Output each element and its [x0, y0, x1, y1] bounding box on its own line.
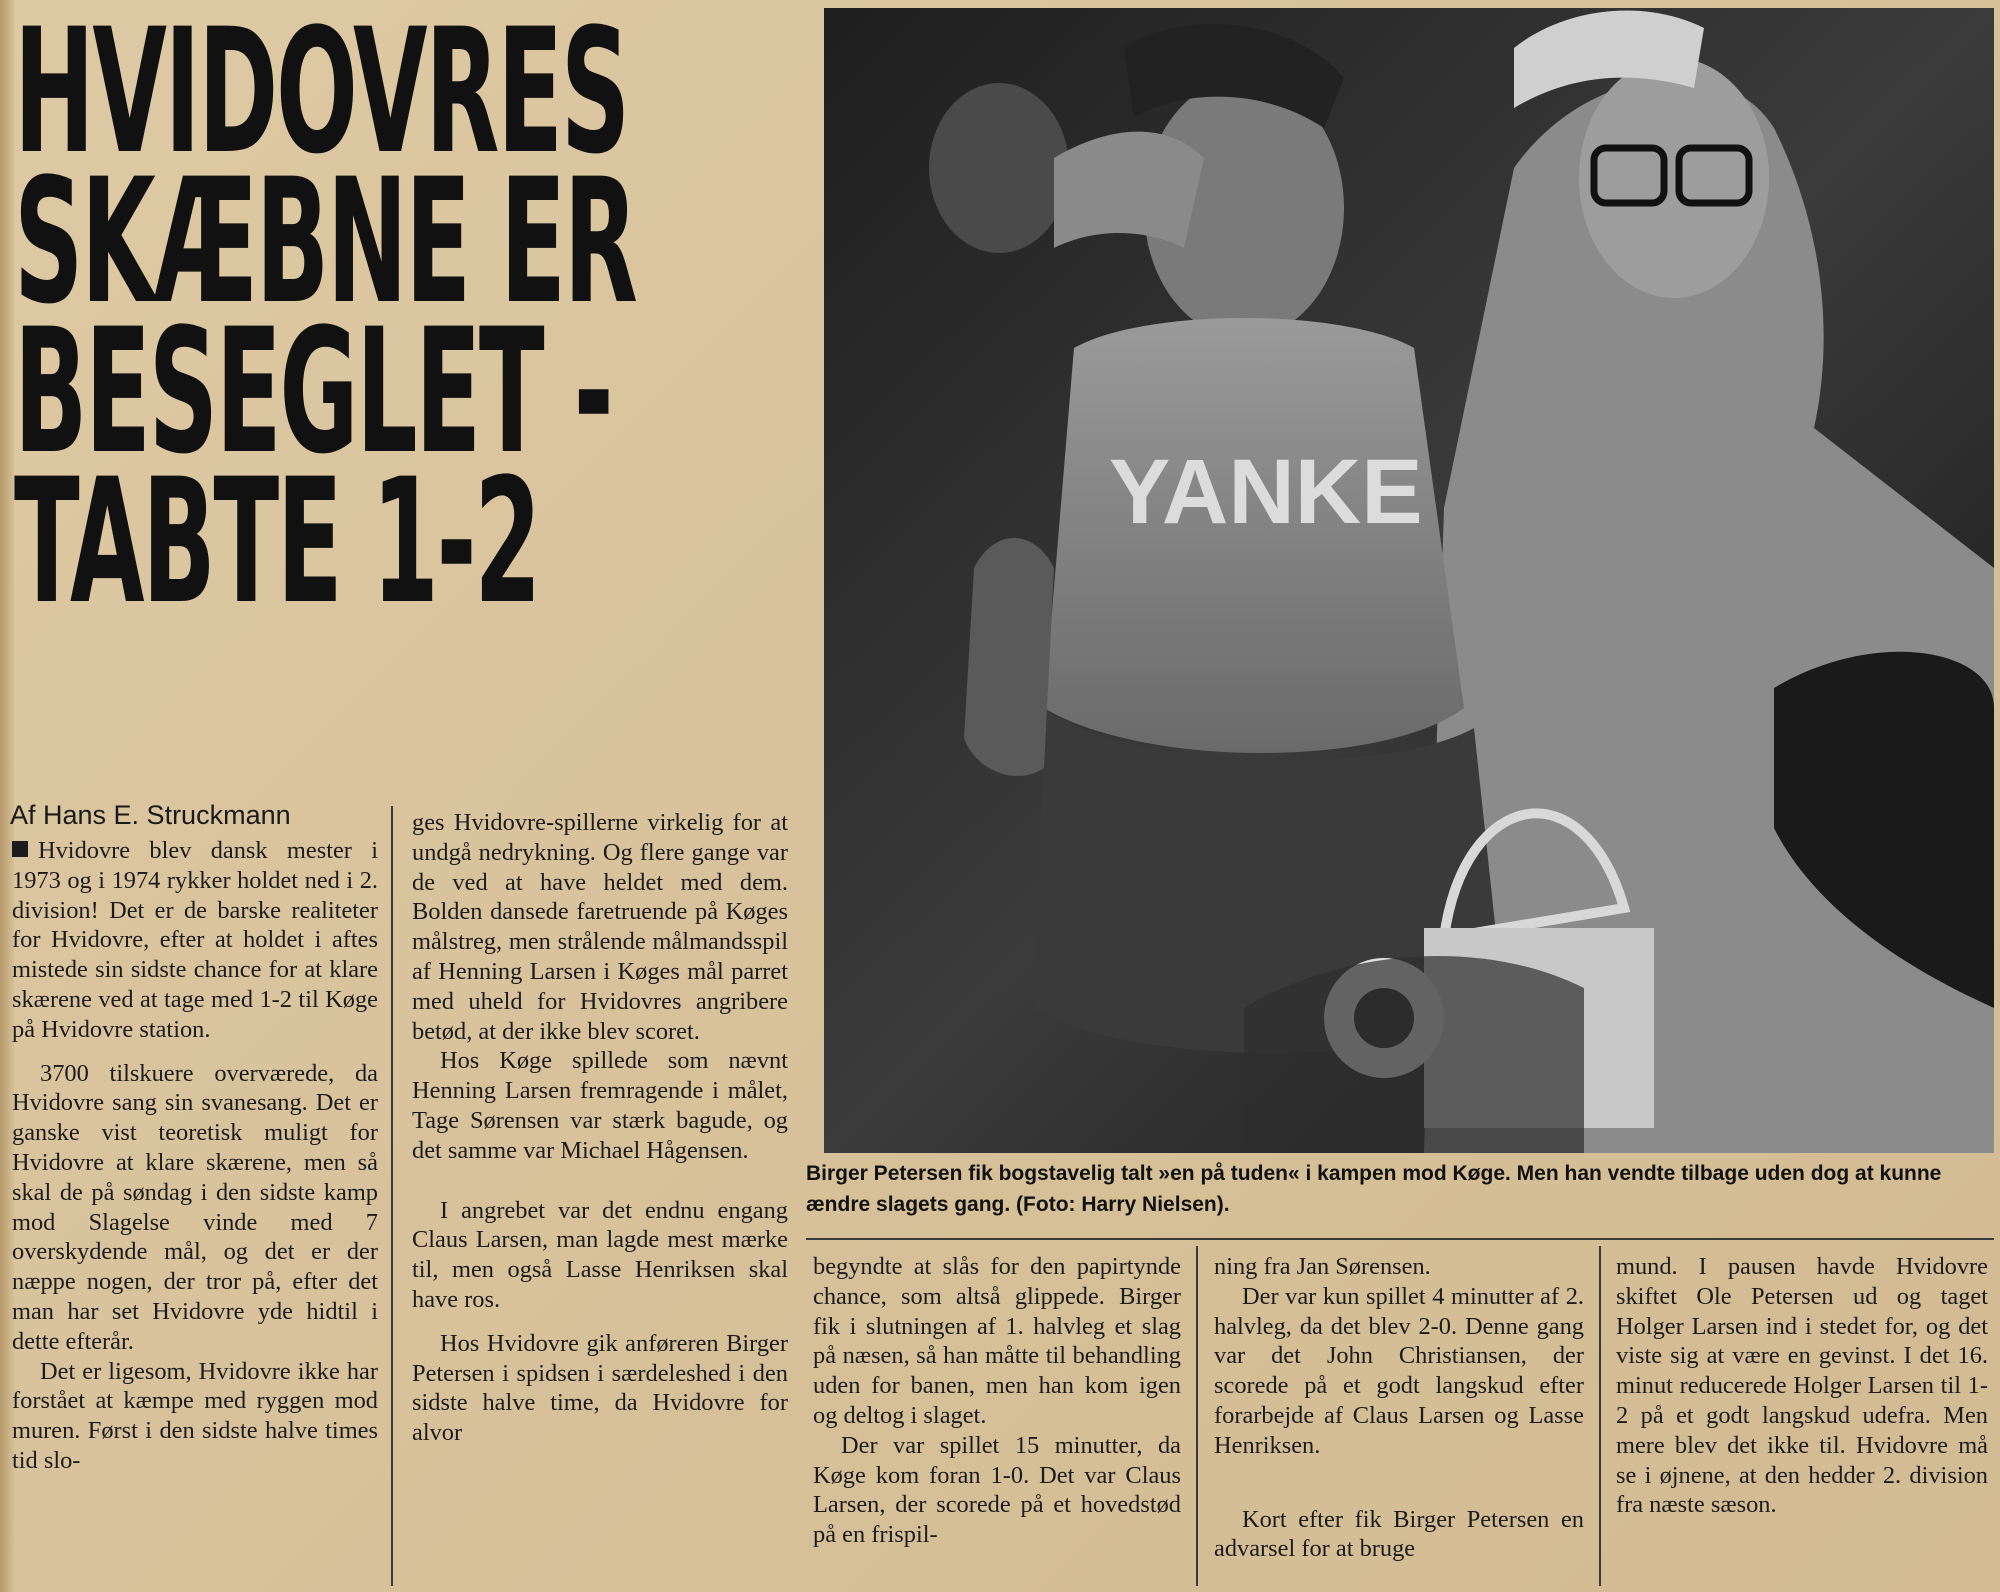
column-divider	[391, 806, 393, 1586]
paragraph: Der var spillet 15 minutter, da Køge kom foran 1-0. Det var Claus Larsen, der scorede på et hovedstød på en frispil-	[813, 1431, 1181, 1549]
headline	[14, 0, 636, 642]
headline-line-2: SKÆBNE ER	[14, 141, 636, 342]
paragraph: Det er ligesom, Hvidovre ikke har forstået at kæmpe med ryggen mod muren. Først i den sidste halve times tid slo-	[12, 1357, 378, 1474]
bullet-square-icon	[12, 841, 28, 857]
byline: Af Hans E. Struckmann	[10, 800, 291, 830]
article-column-5	[1616, 1252, 1988, 1520]
headline-line-4: TABTE 1-2	[14, 441, 540, 642]
paragraph: Hos Køge spillede som nævnt Henning Larsen fremragende i målet, Tage Sørensen var stærk bagude, og det samme var Michael Hågensen.	[412, 1047, 788, 1164]
paragraph	[12, 836, 378, 1045]
paragraph: ning fra Jan Sørensen.	[1214, 1253, 1431, 1280]
paragraph: mund. I pausen havde Hvidovre skiftet Ole Petersen ud og taget Holger Larsen ind i stedet for, og det viste sig at være en gevinst. I det 16. minut reducerede Holger Larsen til 1-2 på et godt langskud udefra. Men mere blev det ikke til. Hvidovre må se i øjnene, at den hedder 2. division fra næste sæson.	[1616, 1253, 1988, 1519]
photo-caption: Birger Petersen fik bogstavelig talt »en på tuden« i kampen mod Køge. Men han vendte tilbage uden dog at kunne ændre slagets gang. (Foto: Harry Nielsen).	[806, 1162, 1942, 1216]
photo-illustration	[824, 8, 1994, 1153]
headline-line-1: HVIDOVRES	[14, 0, 628, 192]
paragraph: ges Hvidovre-spillerne virkelig for at undgå nedrykning. Og flere gange var de ved at have heldet med dem. Bolden dansede faretruende på Køges målstreg, men strålende målmandsspil af Henning Larsen i Køges mål parret med uheld for Hvidovres angribere betød, at der ikke blev scoret.	[412, 809, 788, 1045]
paragraph-text: Hvidovre blev dansk mester i 1973 og i 1974 rykker holdet ned i 2. division! Det er de barske realiteter for Hvidovre, efter at holdet i aftes mistede sin sidste chance for at klare skærene ved at tage med 1-2 til Køge på Hvidovre station.	[12, 837, 378, 1043]
article-photo	[824, 8, 1994, 1153]
article-column-2	[412, 808, 788, 1448]
paragraph: begyndte at slås for den papirtynde chance, som altså glippede. Birger fik i slutningen af 1. halvleg et slag på næsen, så han måtte til behandling uden for banen, men han kom igen og deltog i slaget.	[813, 1253, 1181, 1429]
article-column-4	[1214, 1252, 1584, 1564]
paragraph: I angrebet var det endnu engang Claus Larsen, man lagde mest mærke til, men også Lasse Henriksen skal have ros.	[412, 1196, 788, 1313]
paragraph: 3700 tilskuere overværede, da Hvidovre sang sin svanesang. Det er ganske vist teoretisk muligt for Hvidovre at klare skærene, men så skal de på søndag i den sidste kamp mod Slagelse vinde med 7 overskydende mål, og det er der næppe nogen, der tror på, efter det man har set Hvidovre yde hidtil i dette efterår.	[12, 1059, 378, 1355]
paragraph: Der var kun spillet 4 minutter af 2. halvleg, da det blev 2-0. Denne gang var det John Christiansen, der scorede på et godt langskud efter forarbejde af Claus Larsen og Lasse Henriksen.	[1214, 1282, 1584, 1459]
column-divider	[1196, 1246, 1198, 1586]
paragraph: Kort efter fik Birger Petersen en advarsel for at bruge	[1214, 1505, 1584, 1563]
article-column-3	[813, 1252, 1181, 1550]
headline-line-3: BESEGLET -	[14, 291, 612, 492]
paragraph: Hos Hvidovre gik anføreren Birger Petersen i spidsen i særdeleshed i den sidste halve time, da Hvidovre for alvor	[412, 1329, 788, 1447]
column-divider	[1599, 1246, 1601, 1586]
caption-divider	[806, 1238, 1994, 1240]
shirt-text: YANKE	[1109, 441, 1423, 543]
article-column-1	[12, 836, 378, 1476]
